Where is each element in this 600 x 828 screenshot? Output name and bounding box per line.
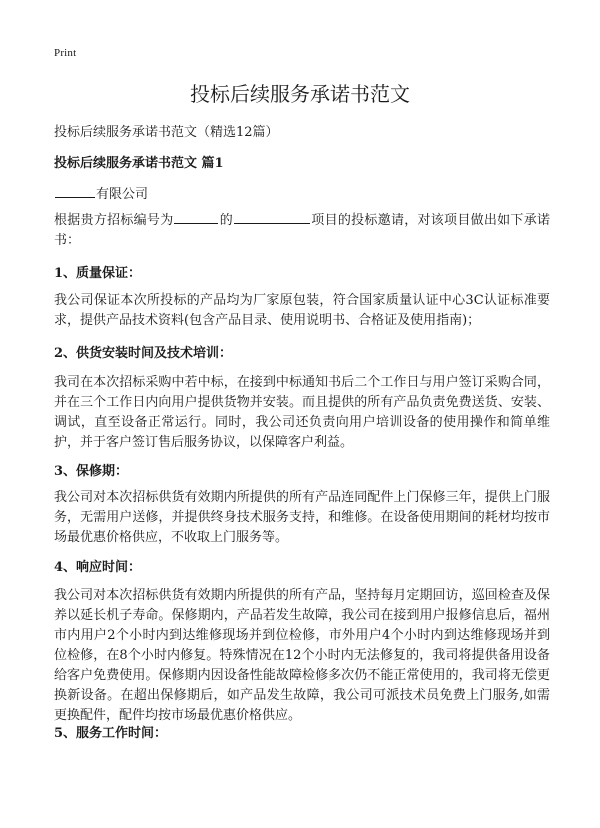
company-name-blank [55, 184, 95, 198]
intro-text-3: 项目的投标邀请，对该项目做出如下承诺书： [54, 213, 550, 248]
document-subtitle: 投标后续服务承诺书范文（精选12篇） [54, 125, 279, 140]
section-body: 我公司保证本次所投标的产品均为厂家原包装，符合国家质量认证中心3C认证标准要求，提供产品技术资料(包含产品目录、使用说明书、合格证及使用指南)； [54, 293, 550, 328]
tender-number-blank [174, 210, 218, 224]
project-name-blank [234, 210, 310, 224]
section-body: 我公司对本次招标供货有效期内所提供的所有产品，坚持每月定期回访，巡回检查及保养以延长机子寿命。保修期内，产品若发生故障，我公司在接到用户报修信息后，福州市内用户2个小时内到达维修现场并到位检修，市外用户4个小时内到达维修现场并到位检修，在8个小时内修复。特殊情况在12个小时内无法修复的，我司将提供备用设备给客户免费使用。保修期内因设备性能故障检修多次仍不能正常使用的，我司将无偿更换新设备。在超出保修期后，如产品发生故障，我公司可派技术员免费上门服务,如需更换配件，配件均按市场最优惠价格供应。 [54, 588, 550, 723]
company-line [54, 183, 148, 202]
document-title: 投标后续服务承诺书范文 [190, 82, 410, 106]
section-body: 我司在本次招标采购中若中标，在接到中标通知书后二个工作日与用户签订采购合同，并在三个工作日内向用户提供货物并安装。而且提供的所有产品负责免费送货、安装、调试，直至设备正常运行。同时，我公司还负责向用户培训设备的使用操作和简单维护，并于客户签订售后服务协议，以保障客户利益。 [54, 375, 550, 450]
section-body: 我公司对本次招标供货有效期内所提供的所有产品连同配件上门保修三年，提供上门服务，无需用户送修，并提供终身技术服务支持，和维修。在设备使用期间的耗材均按市场最优惠价格供应，不收取上门服务等。 [54, 490, 550, 545]
section-heading: 5、服务工作时间： [54, 726, 168, 741]
section-heading: 1、质量保证： [54, 266, 142, 281]
company-suffix: 有限公司 [96, 187, 149, 202]
article-heading: 投标后续服务承诺书范文 篇1 [54, 156, 224, 171]
print-label: Print [54, 47, 77, 59]
intro-text-1: 根据贵方招标编号为 [54, 213, 174, 228]
intro-text-2: 的 [219, 213, 234, 228]
section-heading: 2、供货安装时间及技术培训： [54, 346, 233, 361]
section-heading: 4、响应时间： [54, 560, 142, 575]
intro-paragraph [54, 210, 550, 251]
section-heading: 3、保修期： [54, 464, 129, 479]
